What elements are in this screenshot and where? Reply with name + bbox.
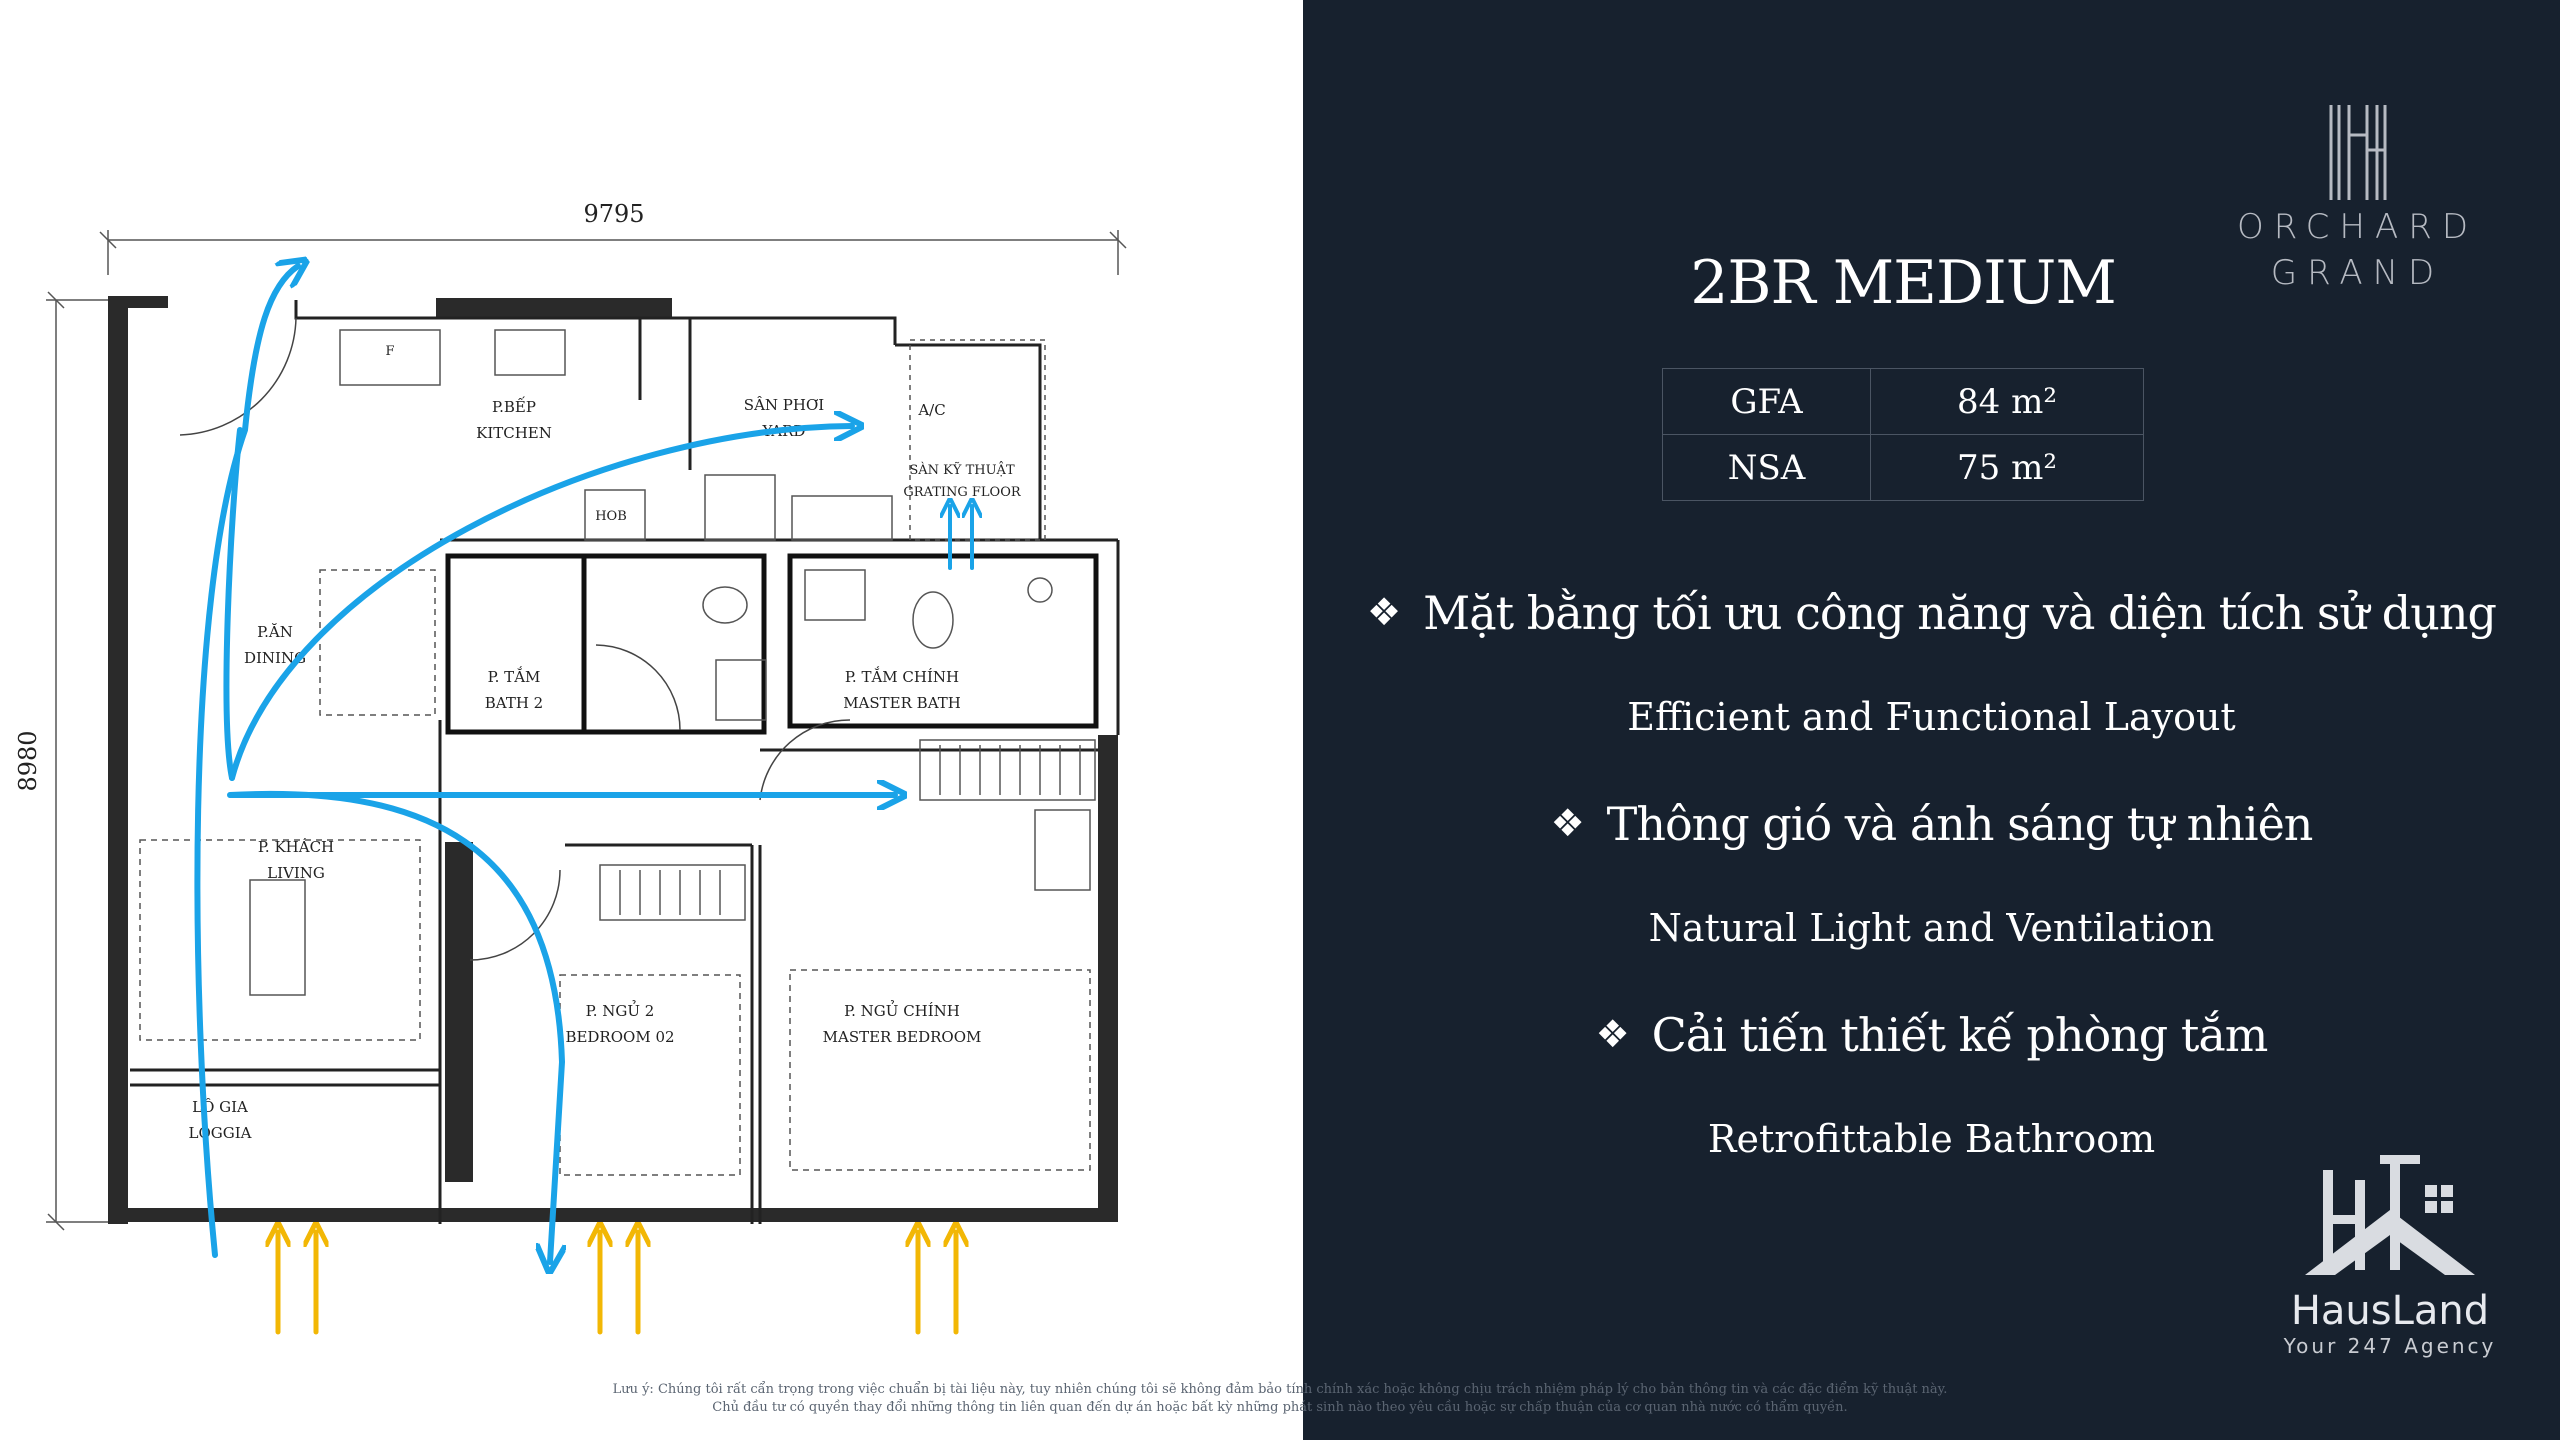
feature-subtitle: Retrofittable Bathroom bbox=[1707, 1117, 2156, 1161]
feature-subtitle: Natural Light and Ventilation bbox=[1648, 906, 2215, 950]
kitchen-label: P.BẾP bbox=[492, 398, 536, 416]
feature-heading bbox=[1303, 586, 2560, 640]
fixtures bbox=[140, 330, 1095, 1175]
feature-heading bbox=[1303, 1008, 2560, 1062]
bath2-label: P. TẮM bbox=[487, 668, 541, 686]
dining-label-en: DINING bbox=[243, 649, 307, 667]
hausland-house-icon bbox=[2295, 1150, 2485, 1280]
hob-label: HOB bbox=[595, 509, 627, 524]
bedroom2-label: P. NGỦ 2 bbox=[585, 1002, 655, 1020]
agency-name: HausLand bbox=[2290, 1288, 2490, 1334]
dining-label: P.ĂN bbox=[257, 623, 293, 641]
wardrobe-hatching bbox=[620, 745, 1080, 915]
ac-label: A/C bbox=[918, 401, 946, 419]
loggia-label-en: LOGGIA bbox=[188, 1124, 252, 1142]
technical-label-en: GRATING FLOOR bbox=[903, 485, 1021, 500]
page-title: 2BR MEDIUM bbox=[1690, 248, 2116, 318]
loggia-label: LÔ GIA bbox=[192, 1098, 248, 1116]
area-table bbox=[1662, 368, 2144, 501]
yard-label-en: YARD bbox=[762, 422, 806, 440]
disclaimer-line-2: Chủ đầu tư có quyền thay đổi những thông tin liên quan đến dự án hoặc bất kỳ những phát sinh nào theo yêu cầu hoặc sự chấp thuận của cơ quan nhà nước có thẩm quyền. bbox=[712, 1400, 1848, 1415]
master-bedroom-label-en: MASTER BEDROOM bbox=[822, 1028, 982, 1046]
airflow-arrows bbox=[197, 266, 972, 1262]
orchard-grand-logo bbox=[2235, 100, 2480, 296]
agency-tagline: Your 247 Agency bbox=[2283, 1334, 2497, 1358]
orchard-grand-mark-icon bbox=[2323, 100, 2393, 200]
diamond-bullet-icon: ❖ bbox=[1550, 801, 1585, 845]
yard-label: SÂN PHƠI bbox=[743, 396, 825, 414]
master-bath-label-en: MASTER BATH bbox=[843, 694, 961, 712]
bedroom2-label-en: BEDROOM 02 bbox=[565, 1028, 675, 1046]
interior-walls bbox=[130, 300, 1118, 1224]
disclaimer-line-1: Lưu ý: Chúng tôi rất cẩn trọng trong việc chuẩn bị tài liệu này, tuy nhiên chúng tôi sẽ không đảm bảo tính chính xác hoặc không chịu trách nhiệm pháp lý cho bản thông tin và các đặc điểm kỹ thuật này. bbox=[612, 1382, 1948, 1397]
living-label-en: LIVING bbox=[267, 864, 325, 882]
bath2-label-en: BATH 2 bbox=[484, 694, 544, 712]
airflow-arrow bbox=[232, 426, 852, 778]
kitchen-label-en: KITCHEN bbox=[476, 424, 552, 442]
bathroom-walls bbox=[448, 556, 1096, 732]
feature-heading bbox=[1303, 797, 2560, 851]
logo-line-1: ORCHARD bbox=[2236, 207, 2479, 247]
diamond-bullet-icon: ❖ bbox=[1367, 590, 1402, 634]
feature-subtitle: Efficient and Functional Layout bbox=[1627, 695, 2236, 739]
master-bedroom-label: P. NGỦ CHÍNH bbox=[844, 1002, 960, 1020]
technical-label: SÀN KỸ THUẬT bbox=[909, 463, 1015, 478]
area-value: 75 m² bbox=[1871, 435, 2144, 501]
area-value: 84 m² bbox=[1871, 369, 2144, 435]
master-bath-label: P. TẮM CHÍNH bbox=[844, 668, 960, 686]
table-row bbox=[1663, 369, 2144, 435]
sunlight-arrows bbox=[278, 1232, 956, 1332]
diamond-bullet-icon: ❖ bbox=[1595, 1012, 1630, 1056]
feature-title: Thông gió và ánh sáng tự nhiên bbox=[1606, 797, 2313, 851]
hausland-logo bbox=[2245, 1150, 2535, 1358]
dimension-width-label: 9795 bbox=[583, 200, 645, 228]
table-row bbox=[1663, 435, 2144, 501]
logo-line-2: GRAND bbox=[2270, 253, 2445, 293]
living-label: P. KHÁCH bbox=[257, 838, 335, 856]
feature-title: Cải tiến thiết kế phòng tắm bbox=[1651, 1008, 2268, 1062]
fridge-label: F bbox=[385, 344, 395, 359]
room-labels bbox=[189, 344, 1022, 1142]
area-label: NSA bbox=[1663, 435, 1871, 501]
feature-title: Mặt bằng tối ưu công năng và diện tích sử dụng bbox=[1423, 586, 2496, 640]
area-label: GFA bbox=[1663, 369, 1871, 435]
dimension-height-label: 8980 bbox=[14, 730, 42, 792]
